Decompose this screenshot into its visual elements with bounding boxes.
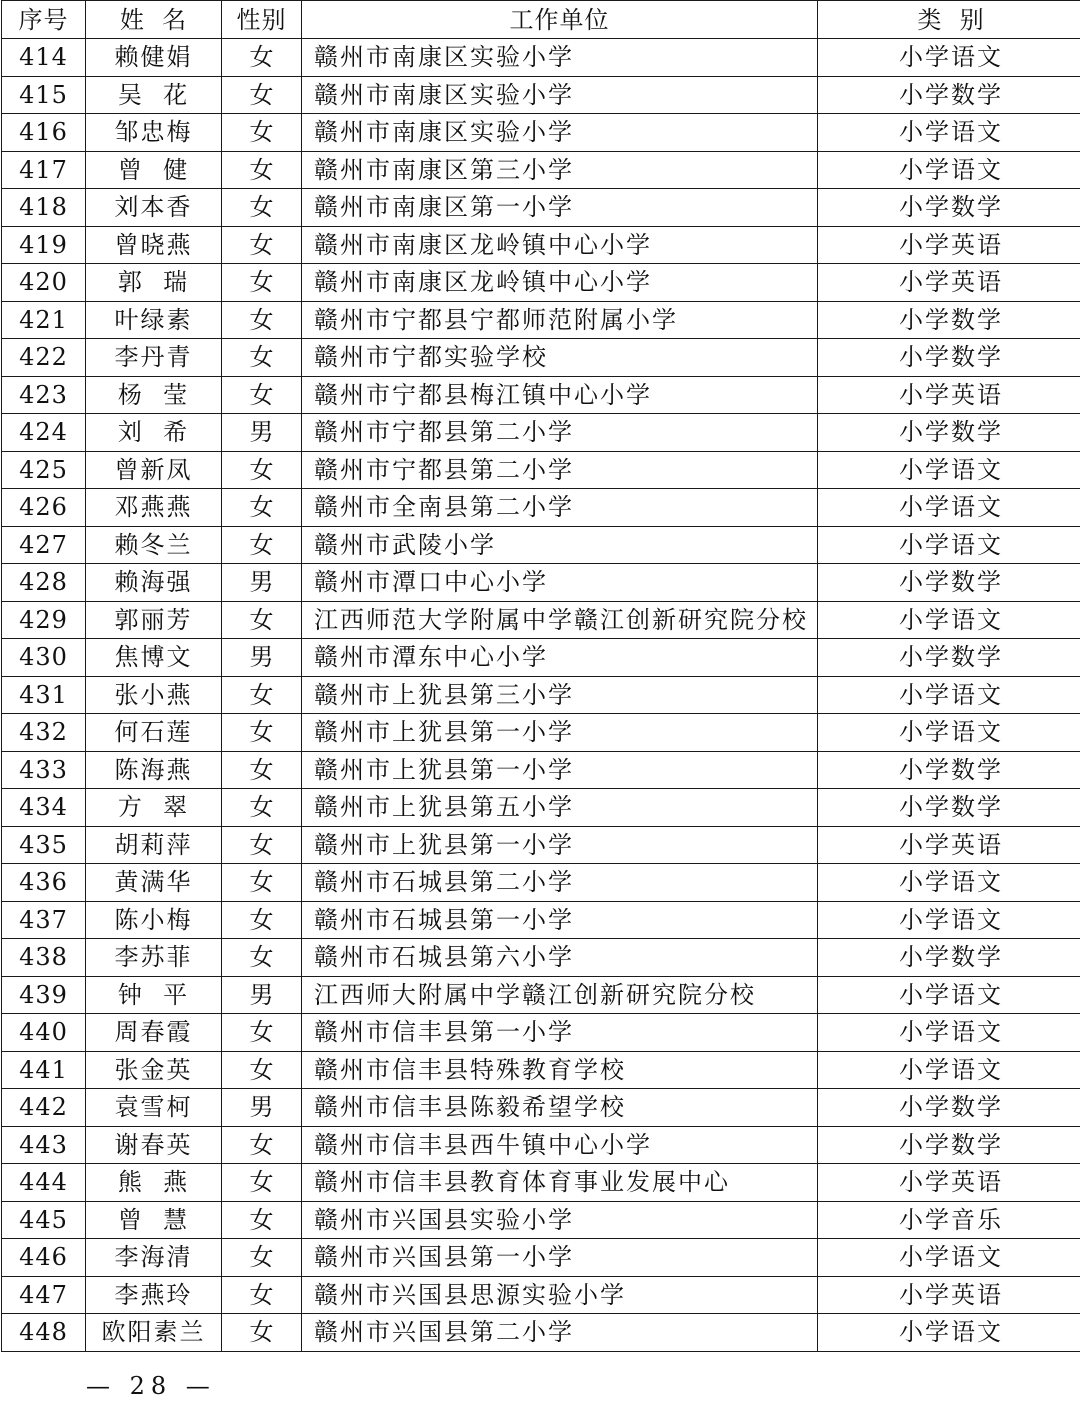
cell-sex: 女 — [222, 339, 302, 377]
cell-seq: 431 — [2, 676, 86, 714]
cell-sex: 女 — [222, 864, 302, 902]
cell-category: 小学英语 — [818, 264, 1080, 302]
cell-sex: 女 — [222, 826, 302, 864]
cell-unit: 赣州市宁都县梅江镇中心小学 — [302, 376, 818, 414]
cell-unit: 赣州市南康区实验小学 — [302, 76, 818, 114]
cell-seq: 419 — [2, 226, 86, 264]
roster-table — [1, 0, 1080, 1352]
cell-category: 小学数学 — [818, 301, 1080, 339]
cell-seq: 430 — [2, 639, 86, 677]
cell-name: 李苏菲 — [86, 939, 222, 977]
table-row — [2, 376, 1080, 414]
cell-unit: 赣州市南康区实验小学 — [302, 39, 818, 77]
table-row — [2, 114, 1080, 152]
table-row — [2, 1276, 1080, 1314]
cell-sex: 女 — [222, 1276, 302, 1314]
table-row — [2, 564, 1080, 602]
cell-name: 曾 健 — [86, 151, 222, 189]
cell-sex: 女 — [222, 526, 302, 564]
cell-seq: 446 — [2, 1239, 86, 1277]
cell-seq: 436 — [2, 864, 86, 902]
table-row — [2, 1314, 1080, 1352]
cell-unit: 赣州市信丰县特殊教育学校 — [302, 1051, 818, 1089]
cell-category: 小学语文 — [818, 1239, 1080, 1277]
table-row — [2, 1051, 1080, 1089]
cell-seq: 417 — [2, 151, 86, 189]
cell-name: 曾晓燕 — [86, 226, 222, 264]
cell-seq: 447 — [2, 1276, 86, 1314]
cell-name: 曾新凤 — [86, 451, 222, 489]
cell-name: 钟 平 — [86, 976, 222, 1014]
cell-unit: 赣州市潭口中心小学 — [302, 564, 818, 602]
cell-name: 欧阳素兰 — [86, 1314, 222, 1352]
cell-name: 焦博文 — [86, 639, 222, 677]
cell-unit: 赣州市南康区实验小学 — [302, 114, 818, 152]
cell-seq: 439 — [2, 976, 86, 1014]
cell-sex: 女 — [222, 1164, 302, 1202]
cell-seq: 433 — [2, 751, 86, 789]
cell-sex: 女 — [222, 751, 302, 789]
cell-name: 邹忠梅 — [86, 114, 222, 152]
cell-unit: 赣州市南康区龙岭镇中心小学 — [302, 226, 818, 264]
cell-category: 小学语文 — [818, 901, 1080, 939]
cell-name: 赖健娟 — [86, 39, 222, 77]
table-row — [2, 489, 1080, 527]
cell-unit: 赣州市南康区第一小学 — [302, 189, 818, 227]
cell-sex: 女 — [222, 601, 302, 639]
cell-name: 郭丽芳 — [86, 601, 222, 639]
cell-name: 郭 瑞 — [86, 264, 222, 302]
cell-sex: 男 — [222, 564, 302, 602]
cell-sex: 女 — [222, 451, 302, 489]
cell-name: 袁雪柯 — [86, 1089, 222, 1127]
cell-seq: 441 — [2, 1051, 86, 1089]
cell-unit: 赣州市宁都县第二小学 — [302, 414, 818, 452]
cell-name: 胡莉萍 — [86, 826, 222, 864]
cell-sex: 女 — [222, 76, 302, 114]
table-row — [2, 1089, 1080, 1127]
table-row — [2, 901, 1080, 939]
table-row — [2, 39, 1080, 77]
cell-name: 方 翠 — [86, 789, 222, 827]
cell-name: 叶绿素 — [86, 301, 222, 339]
cell-name: 熊 燕 — [86, 1164, 222, 1202]
cell-seq: 414 — [2, 39, 86, 77]
cell-name: 李燕玲 — [86, 1276, 222, 1314]
table-row — [2, 676, 1080, 714]
header-category: 类 别 — [818, 1, 1080, 39]
cell-unit: 赣州市兴国县实验小学 — [302, 1201, 818, 1239]
cell-category: 小学音乐 — [818, 1201, 1080, 1239]
cell-category: 小学数学 — [818, 189, 1080, 227]
cell-seq: 437 — [2, 901, 86, 939]
table-row — [2, 1014, 1080, 1052]
cell-unit: 江西师大附属中学赣江创新研究院分校 — [302, 976, 818, 1014]
cell-sex: 女 — [222, 264, 302, 302]
cell-seq: 425 — [2, 451, 86, 489]
cell-sex: 女 — [222, 489, 302, 527]
cell-sex: 女 — [222, 114, 302, 152]
cell-sex: 女 — [222, 789, 302, 827]
cell-unit: 赣州市南康区第三小学 — [302, 151, 818, 189]
cell-sex: 女 — [222, 226, 302, 264]
cell-sex: 男 — [222, 1089, 302, 1127]
cell-sex: 男 — [222, 639, 302, 677]
header-seq: 序号 — [2, 1, 86, 39]
cell-name: 陈小梅 — [86, 901, 222, 939]
table-row — [2, 451, 1080, 489]
cell-seq: 434 — [2, 789, 86, 827]
cell-name: 赖海强 — [86, 564, 222, 602]
cell-category: 小学英语 — [818, 826, 1080, 864]
header-unit: 工作单位 — [302, 1, 818, 39]
cell-name: 曾 慧 — [86, 1201, 222, 1239]
table-row — [2, 189, 1080, 227]
cell-sex: 女 — [222, 189, 302, 227]
cell-category: 小学语文 — [818, 451, 1080, 489]
cell-category: 小学语文 — [818, 714, 1080, 752]
cell-category: 小学语文 — [818, 114, 1080, 152]
table-row — [2, 1201, 1080, 1239]
cell-name: 邓燕燕 — [86, 489, 222, 527]
cell-name: 谢春英 — [86, 1126, 222, 1164]
cell-seq: 438 — [2, 939, 86, 977]
cell-category: 小学数学 — [818, 414, 1080, 452]
cell-seq: 428 — [2, 564, 86, 602]
cell-unit: 赣州市上犹县第一小学 — [302, 826, 818, 864]
cell-name: 张金英 — [86, 1051, 222, 1089]
cell-category: 小学语文 — [818, 676, 1080, 714]
cell-name: 刘 希 — [86, 414, 222, 452]
cell-name: 何石莲 — [86, 714, 222, 752]
cell-unit: 赣州市潭东中心小学 — [302, 639, 818, 677]
cell-unit: 赣州市全南县第二小学 — [302, 489, 818, 527]
cell-sex: 女 — [222, 901, 302, 939]
cell-name: 周春霞 — [86, 1014, 222, 1052]
cell-seq: 445 — [2, 1201, 86, 1239]
table-row — [2, 1164, 1080, 1202]
header-name: 姓 名 — [86, 1, 222, 39]
cell-seq: 443 — [2, 1126, 86, 1164]
cell-name: 李丹青 — [86, 339, 222, 377]
table-row — [2, 151, 1080, 189]
cell-sex: 男 — [222, 414, 302, 452]
cell-category: 小学英语 — [818, 226, 1080, 264]
cell-category: 小学语文 — [818, 1014, 1080, 1052]
cell-seq: 435 — [2, 826, 86, 864]
cell-category: 小学语文 — [818, 976, 1080, 1014]
cell-category: 小学英语 — [818, 1164, 1080, 1202]
cell-category: 小学数学 — [818, 789, 1080, 827]
cell-unit: 赣州市宁都实验学校 — [302, 339, 818, 377]
cell-seq: 426 — [2, 489, 86, 527]
cell-seq: 423 — [2, 376, 86, 414]
cell-name: 刘本香 — [86, 189, 222, 227]
cell-seq: 422 — [2, 339, 86, 377]
table-row — [2, 1239, 1080, 1277]
cell-sex: 女 — [222, 1239, 302, 1277]
cell-unit: 赣州市宁都县第二小学 — [302, 451, 818, 489]
table-row — [2, 601, 1080, 639]
cell-sex: 女 — [222, 1014, 302, 1052]
cell-category: 小学语文 — [818, 864, 1080, 902]
table-row — [2, 301, 1080, 339]
table-row — [2, 1126, 1080, 1164]
cell-unit: 赣州市上犹县第一小学 — [302, 714, 818, 752]
cell-seq: 448 — [2, 1314, 86, 1352]
cell-sex: 女 — [222, 1314, 302, 1352]
cell-sex: 女 — [222, 1126, 302, 1164]
cell-unit: 赣州市信丰县西牛镇中心小学 — [302, 1126, 818, 1164]
cell-category: 小学语文 — [818, 526, 1080, 564]
table-row — [2, 939, 1080, 977]
cell-unit: 赣州市兴国县第一小学 — [302, 1239, 818, 1277]
table-row — [2, 264, 1080, 302]
cell-sex: 男 — [222, 976, 302, 1014]
cell-category: 小学数学 — [818, 1126, 1080, 1164]
cell-category: 小学英语 — [818, 376, 1080, 414]
cell-sex: 女 — [222, 151, 302, 189]
cell-seq: 416 — [2, 114, 86, 152]
table-row — [2, 789, 1080, 827]
cell-seq: 442 — [2, 1089, 86, 1127]
table-row — [2, 976, 1080, 1014]
cell-seq: 420 — [2, 264, 86, 302]
cell-seq: 421 — [2, 301, 86, 339]
cell-seq: 440 — [2, 1014, 86, 1052]
cell-seq: 432 — [2, 714, 86, 752]
cell-unit: 赣州市石城县第一小学 — [302, 901, 818, 939]
cell-sex: 女 — [222, 376, 302, 414]
cell-category: 小学语文 — [818, 489, 1080, 527]
header-row — [2, 1, 1080, 39]
cell-name: 陈海燕 — [86, 751, 222, 789]
cell-category: 小学语文 — [818, 1051, 1080, 1089]
cell-name: 赖冬兰 — [86, 526, 222, 564]
cell-category: 小学语文 — [818, 1314, 1080, 1352]
cell-category: 小学数学 — [818, 939, 1080, 977]
cell-category: 小学英语 — [818, 1276, 1080, 1314]
cell-category: 小学数学 — [818, 1089, 1080, 1127]
cell-category: 小学数学 — [818, 751, 1080, 789]
table-row — [2, 751, 1080, 789]
cell-unit: 赣州市兴国县第二小学 — [302, 1314, 818, 1352]
cell-unit: 赣州市信丰县陈毅希望学校 — [302, 1089, 818, 1127]
cell-sex: 女 — [222, 676, 302, 714]
table-row — [2, 414, 1080, 452]
cell-sex: 女 — [222, 1201, 302, 1239]
page-number: — 28 — — [86, 1372, 216, 1400]
cell-unit: 赣州市武陵小学 — [302, 526, 818, 564]
cell-name: 张小燕 — [86, 676, 222, 714]
cell-seq: 429 — [2, 601, 86, 639]
cell-sex: 女 — [222, 714, 302, 752]
cell-seq: 427 — [2, 526, 86, 564]
cell-unit: 赣州市上犹县第五小学 — [302, 789, 818, 827]
cell-seq: 444 — [2, 1164, 86, 1202]
cell-category: 小学数学 — [818, 76, 1080, 114]
cell-unit: 赣州市信丰县教育体育事业发展中心 — [302, 1164, 818, 1202]
cell-sex: 女 — [222, 939, 302, 977]
table-header — [2, 1, 1080, 39]
cell-unit: 赣州市兴国县思源实验小学 — [302, 1276, 818, 1314]
table-row — [2, 526, 1080, 564]
table-row — [2, 76, 1080, 114]
table-row — [2, 864, 1080, 902]
cell-name: 吴 花 — [86, 76, 222, 114]
table-row — [2, 714, 1080, 752]
cell-unit: 赣州市信丰县第一小学 — [302, 1014, 818, 1052]
table-row — [2, 339, 1080, 377]
cell-unit: 江西师范大学附属中学赣江创新研究院分校 — [302, 601, 818, 639]
cell-seq: 424 — [2, 414, 86, 452]
cell-name: 黄满华 — [86, 864, 222, 902]
cell-category: 小学数学 — [818, 639, 1080, 677]
cell-category: 小学语文 — [818, 39, 1080, 77]
cell-unit: 赣州市上犹县第一小学 — [302, 751, 818, 789]
cell-category: 小学语文 — [818, 601, 1080, 639]
cell-sex: 女 — [222, 39, 302, 77]
cell-category: 小学数学 — [818, 564, 1080, 602]
cell-unit: 赣州市石城县第二小学 — [302, 864, 818, 902]
table-body — [2, 39, 1080, 1352]
cell-unit: 赣州市上犹县第三小学 — [302, 676, 818, 714]
cell-sex: 女 — [222, 1051, 302, 1089]
cell-name: 李海清 — [86, 1239, 222, 1277]
cell-category: 小学数学 — [818, 339, 1080, 377]
table-row — [2, 226, 1080, 264]
cell-sex: 女 — [222, 301, 302, 339]
cell-unit: 赣州市石城县第六小学 — [302, 939, 818, 977]
table-row — [2, 826, 1080, 864]
cell-seq: 415 — [2, 76, 86, 114]
cell-category: 小学语文 — [818, 151, 1080, 189]
cell-unit: 赣州市宁都县宁都师范附属小学 — [302, 301, 818, 339]
cell-unit: 赣州市南康区龙岭镇中心小学 — [302, 264, 818, 302]
cell-seq: 418 — [2, 189, 86, 227]
table-row — [2, 639, 1080, 677]
cell-name: 杨 莹 — [86, 376, 222, 414]
header-sex: 性别 — [222, 1, 302, 39]
